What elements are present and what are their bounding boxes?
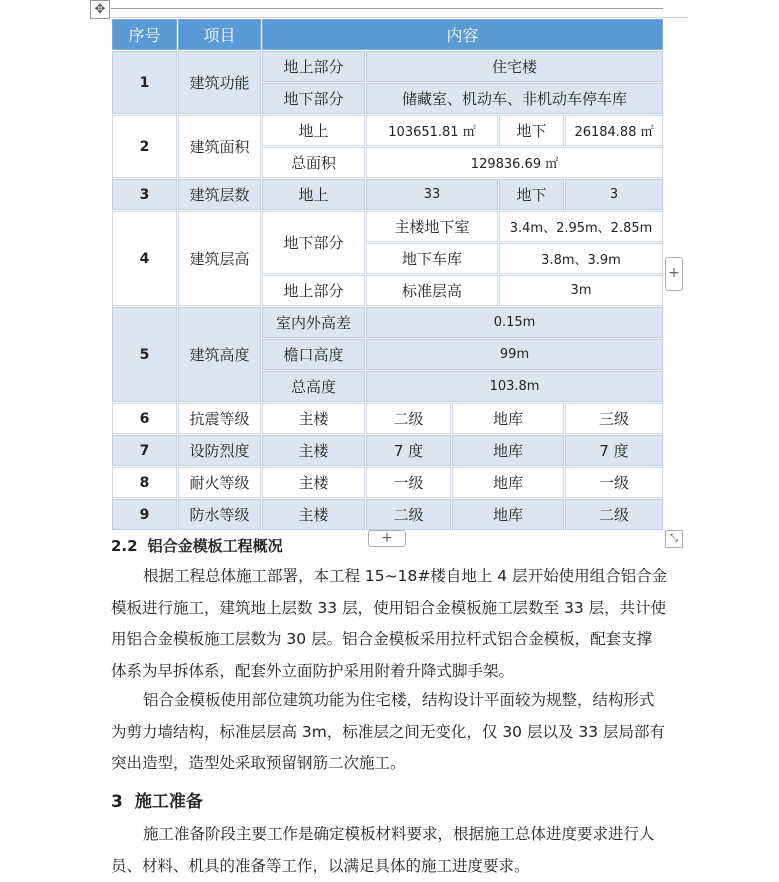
cell-value: 二级 <box>565 499 664 531</box>
cell-label: 地上 <box>262 115 366 147</box>
cell-label: 室内外高差 <box>262 307 366 339</box>
paragraph-2 <box>111 685 663 780</box>
row-item: 建筑层高 <box>178 211 262 307</box>
table-row <box>112 115 664 147</box>
cell-value: 3 <box>565 179 664 211</box>
cell-value: 储藏室、机动车、非机动车停车库 <box>366 83 664 115</box>
cell-value: 103651.81 ㎡ <box>366 115 499 147</box>
row-number: 6 <box>112 403 178 435</box>
cell-value: 3.4m、2.95m、2.85m <box>499 211 664 243</box>
cell-label: 地上部分 <box>262 275 366 307</box>
cell-label: 地下部分 <box>262 83 366 115</box>
cell-label: 地下 <box>499 115 565 147</box>
cell-value: 一级 <box>366 467 452 499</box>
row-number: 9 <box>112 499 178 531</box>
cell-label: 地上 <box>262 179 366 211</box>
table-row <box>112 211 664 243</box>
cell-value: 主楼 <box>262 467 366 499</box>
add-column-plus-icon[interactable]: + <box>665 257 683 291</box>
cell-value: 0.15m <box>366 307 664 339</box>
section-heading-3 <box>111 787 203 812</box>
cell-value: 地库 <box>452 467 565 499</box>
table-row <box>112 403 664 435</box>
cell-value: 103.8m <box>366 371 664 403</box>
header-content: 内容 <box>262 19 664 51</box>
paragraph-line: 员、材料、机具的准备等工作，以满足具体的施工进度要求。 <box>111 851 663 882</box>
paragraph-line: 为剪力墙结构，标准层层高 3m，标准层之间无变化，仅 30 层以及 33 层局部有 <box>111 717 663 749</box>
cell-label: 地下部分 <box>262 211 366 275</box>
section-title: 铝合金模板工程概况 <box>148 537 283 555</box>
cell-value: 主楼 <box>262 499 366 531</box>
table-row <box>112 307 664 339</box>
section-heading-2-2 <box>111 535 283 556</box>
add-row-plus-icon[interactable]: + <box>368 530 406 547</box>
cell-value: 主楼 <box>262 403 366 435</box>
paragraph-1 <box>111 561 663 687</box>
table-row <box>112 179 664 211</box>
cell-label: 总高度 <box>262 371 366 403</box>
cell-value: 地库 <box>452 435 565 467</box>
row-item: 建筑高度 <box>178 307 262 403</box>
paragraph-line: 施工准备阶段主要工作是确定模板材料要求，根据施工总体进度要求进行人 <box>111 819 663 851</box>
table-row <box>112 435 664 467</box>
section-number: 3 <box>111 792 123 812</box>
section-title: 施工准备 <box>135 792 203 812</box>
row-number: 5 <box>112 307 178 403</box>
cell-value: 3.8m、3.9m <box>499 243 664 275</box>
paragraph-line: 突出造型，造型处采取预留钢筋二次施工。 <box>111 748 663 780</box>
row-number: 7 <box>112 435 178 467</box>
cell-value: 住宅楼 <box>366 51 664 83</box>
cell-label: 地下车库 <box>366 243 499 275</box>
row-item: 建筑面积 <box>178 115 262 179</box>
table-row <box>112 51 664 83</box>
row-number: 3 <box>112 179 178 211</box>
cell-value: 3m <box>499 275 664 307</box>
cell-label: 檐口高度 <box>262 339 366 371</box>
cell-value: 二级 <box>366 499 452 531</box>
table-row <box>112 467 664 499</box>
cell-value: 主楼 <box>262 435 366 467</box>
paragraph-line: 模板进行施工，建筑地上层数 33 层，使用铝合金模板施工层数至 33 层，共计使 <box>111 593 663 625</box>
cell-value: 129836.69 ㎡ <box>366 147 664 179</box>
row-number: 4 <box>112 211 178 307</box>
cell-label: 总面积 <box>262 147 366 179</box>
row-number: 8 <box>112 467 178 499</box>
cell-value: 26184.88 ㎡ <box>565 115 664 147</box>
paragraph-3 <box>111 819 663 882</box>
cell-value: 7 度 <box>565 435 664 467</box>
cell-label: 标准层高 <box>366 275 499 307</box>
row-item: 耐火等级 <box>178 467 262 499</box>
cell-label: 地上部分 <box>262 51 366 83</box>
table-resize-icon[interactable]: ⤡ <box>665 530 683 548</box>
paragraph-line: 体系为早拆体系，配套外立面防护采用附着升降式脚手架。 <box>111 656 663 688</box>
cell-value: 一级 <box>565 467 664 499</box>
cell-value: 99m <box>366 339 664 371</box>
page-top-border <box>111 8 663 9</box>
cell-value: 7 度 <box>366 435 452 467</box>
building-spec-table <box>111 18 664 531</box>
cell-value: 地库 <box>452 499 565 531</box>
section-number: 2.2 <box>111 537 138 555</box>
cell-value: 三级 <box>565 403 664 435</box>
header-item: 项目 <box>178 19 262 51</box>
row-item: 抗震等级 <box>178 403 262 435</box>
cell-value: 二级 <box>366 403 452 435</box>
row-item: 防水等级 <box>178 499 262 531</box>
header-no: 序号 <box>112 19 178 51</box>
paragraph-line: 铝合金模板使用部位建筑功能为住宅楼，结构设计平面较为规整，结构形式 <box>111 685 663 717</box>
cell-value: 地库 <box>452 403 565 435</box>
row-item: 建筑功能 <box>178 51 262 115</box>
row-item: 建筑层数 <box>178 179 262 211</box>
cell-label: 地下 <box>499 179 565 211</box>
table-move-handle-icon[interactable]: ✥ <box>90 0 110 19</box>
paragraph-line: 用铝合金模板施工层数为 30 层。铝合金模板采用拉杆式铝合金模板，配套支撑 <box>111 624 663 656</box>
row-number: 2 <box>112 115 178 179</box>
table-row <box>112 499 664 531</box>
row-item: 设防烈度 <box>178 435 262 467</box>
cell-label: 主楼地下室 <box>366 211 499 243</box>
cell-value: 33 <box>366 179 499 211</box>
row-number: 1 <box>112 51 178 115</box>
paragraph-line: 根据工程总体施工部署，本工程 15~18#楼自地上 4 层开始使用组合铝合金 <box>111 561 663 593</box>
